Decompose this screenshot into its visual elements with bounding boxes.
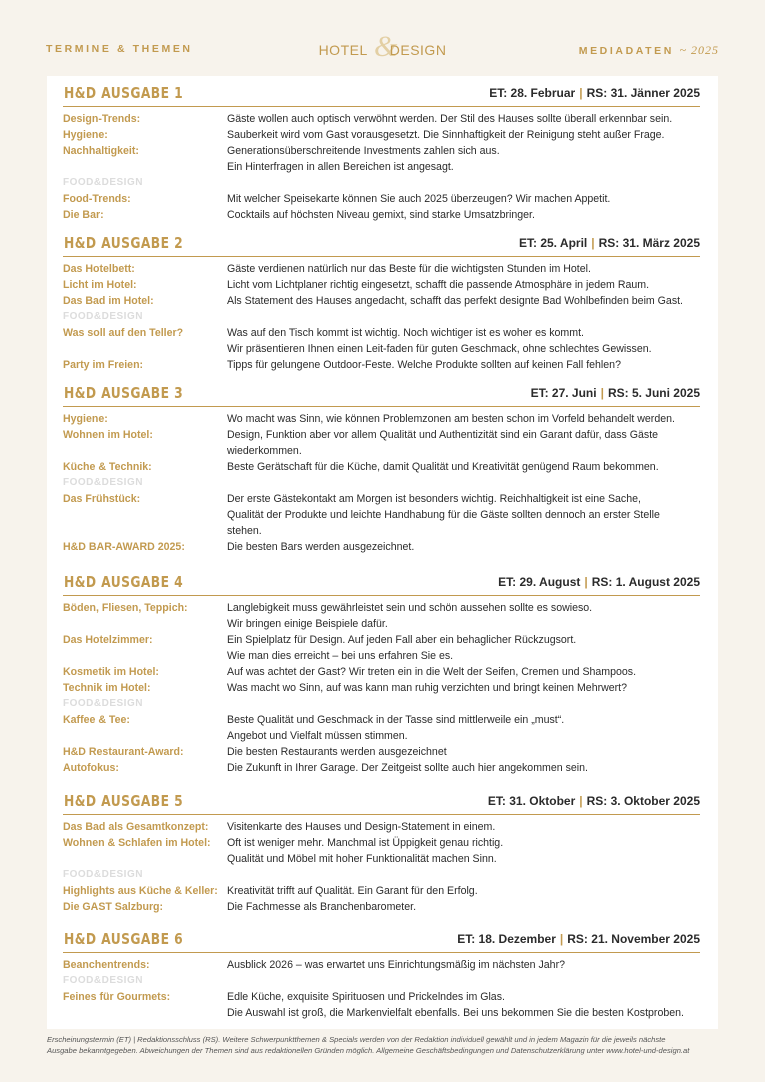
description-line: Design, Funktion aber vor allem Qualität und Authentizität sind ein Garant dafür, dass Gäste [227,429,659,441]
topic-row [63,277,700,293]
issue-dates [457,932,700,946]
topic-row [63,883,700,899]
topic-description [227,143,700,175]
topic-row [63,899,700,915]
topic-row [63,293,700,309]
issue-title: H&D AUSGABE 1 [64,84,184,102]
topic-label: Feines für Gourmets: [63,991,171,1003]
description-line: Angebot und Vielfalt müssen stimmen. [227,730,408,742]
issue-header [63,234,700,257]
erscheinungstermin: ET: 27. Juni [530,386,597,400]
topic-row [63,427,700,459]
description-line: Langlebigkeit muss gewährleistet sein und schön aussehen sollte es sowieso. [227,602,593,614]
logo-word-design: DESIGN [389,42,447,58]
mediadaten-heading [579,43,719,58]
description-line: Die besten Restaurants werden ausgezeichnet [227,746,447,758]
issue-header [63,930,700,953]
hotel-design-logo [300,30,465,66]
topic-label: Das Bad im Hotel: [63,295,154,307]
logo-word-hotel: HOTEL [318,42,368,58]
topic-description [227,632,700,664]
description-line: Die besten Bars werden ausgezeichnet. [227,541,415,553]
erscheinungstermin: ET: 29. August [498,575,581,589]
topic-label: Highlights aus Küche & Keller: [63,885,218,897]
topic-label: Das Frühstück: [63,493,141,505]
issue-dates [488,794,700,808]
description-line: Gäste wollen auch optisch verwöhnt werden. Der Stil des Hauses sollte überall erkennbar sein. [227,113,673,125]
description-line: Auf was achtet der Gast? Wir treten ein in die Welt der Seifen, Cremen und Shampoos. [227,666,637,678]
description-line: Als Statement des Hauses angedacht, schafft das perfekt designte Bad Wohlbefinden beim Gast. [227,295,684,307]
topic-row [63,127,700,143]
food-design-subheading: FOOD&DESIGN [63,869,143,880]
topic-label: H&D Restaurant-Award: [63,746,184,758]
issue-title: H&D AUSGABE 2 [64,234,184,252]
topic-label: Nachhaltigkeit: [63,145,139,157]
topic-row [63,600,700,632]
topic-row [63,411,700,427]
issue-dates [489,86,700,100]
topic-label: Wohnen & Schlafen im Hotel: [63,837,211,849]
description-line: Visitenkarte des Hauses und Design-Statement in einem. [227,821,496,833]
topic-description [227,191,700,207]
issue-title: H&D AUSGABE 4 [64,573,184,591]
issue-section [63,84,700,223]
topic-description [227,261,700,277]
topic-row [63,207,700,223]
description-line: Qualität und Möbel mit hoher Funktionalität machen Sinn. [227,853,497,865]
topic-list [63,815,700,915]
topic-description [227,277,700,293]
issue-dates [498,575,700,589]
topic-label: Wohnen im Hotel: [63,429,153,441]
topic-row [63,835,700,867]
description-line: Der erste Gästekontakt am Morgen ist besonders wichtig. Reichhaltigkeit ist eine Sache, [227,493,641,505]
erscheinungstermin: ET: 28. Februar [489,86,576,100]
issue-section [63,930,700,1021]
topic-row [63,712,700,744]
redaktionsschluss: RS: 3. Oktober 2025 [586,794,700,808]
issue-section [63,573,700,776]
description-line: wiederkommen. [227,445,302,457]
description-line: Ein Hinterfragen in allen Bereichen ist angesagt. [227,161,454,173]
date-separator: | [579,794,583,808]
issue-title: H&D AUSGABE 5 [64,792,184,810]
date-separator: | [584,575,588,589]
description-line: Cocktails auf höchsten Niveau gemixt, sind starke Umsatzbringer. [227,209,535,221]
description-line: Wir präsentieren Ihnen einen Leit-faden für guten Geschmack, ohne schlechtes Gewissen. [227,343,652,355]
topic-label: H&D BAR-AWARD 2025: [63,541,185,553]
description-line: Gäste verdienen natürlich nur das Beste für die wichtigsten Stunden im Hotel. [227,263,591,275]
issue-title: H&D AUSGABE 6 [64,930,184,948]
topic-description [227,600,700,632]
topic-label: Das Bad als Gesamtkonzept: [63,821,209,833]
logo-ampersand: & [374,30,398,63]
description-line: Was macht wo Sinn, auf was kann man ruhig verzichten und bringt keinen Mehrwert? [227,682,628,694]
description-line: Tipps für gelungene Outdoor-Feste. Welche Produkte sollten auf keinen Fall fehlen? [227,359,621,371]
topic-description [227,760,700,776]
topic-row [63,819,700,835]
redaktionsschluss: RS: 1. August 2025 [591,575,700,589]
erscheinungstermin: ET: 25. April [519,236,588,250]
mediadaten-label: MEDIADATEN [578,45,674,57]
topic-label: Licht im Hotel: [63,279,137,291]
description-line: Qualität der Produkte und leichte Handhabung für die Gäste sollten dennoch an erster Stelle [227,509,660,521]
footer-note [47,1034,718,1056]
date-separator: | [579,86,583,100]
topic-description [227,357,700,373]
date-separator: | [600,386,604,400]
topic-description [227,680,700,696]
description-line: Die Fachmesse als Branchenbarometer. [227,901,417,913]
description-line: Generationsüberschreitende Investments zahlen sich aus. [227,145,500,157]
topic-label: Technik im Hotel: [63,682,151,694]
topic-label: Hygiene: [63,413,108,425]
food-design-subheading: FOOD&DESIGN [63,477,143,488]
issue-header [63,573,700,596]
topic-label: Die Bar: [63,209,104,221]
topic-row [63,459,700,475]
topic-description [227,957,700,973]
topic-row [63,143,700,175]
description-line: Beste Gerätschaft für die Küche, damit Qualität und Kreativität genügend Raum bekommen. [227,461,659,473]
topic-label: Das Hotelzimmer: [63,634,153,646]
description-line: Beste Qualität und Geschmack in der Tasse sind mittlerweile ein „must“. [227,714,565,726]
topic-description [227,819,700,835]
description-line: Mit welcher Speisekarte können Sie auch 2025 überzeugen? Wir machen Appetit. [227,193,611,205]
topic-description [227,899,700,915]
description-line: Wo macht was Sinn, wie können Problemzonen am besten schon im Vorfeld behandelt werden. [227,413,675,425]
topic-description [227,989,700,1021]
topic-row [63,357,700,373]
topic-list [63,107,700,223]
topic-label: Beanchentrends: [63,959,150,971]
description-line: Kreativität trifft auf Qualität. Ein Garant für den Erfolg. [227,885,478,897]
topic-list [63,596,700,776]
topic-list [63,257,700,373]
description-line: Die Auswahl ist groß, die Markenvielfalt ebenfalls. Bei uns bekommen Sie die besten Kostproben. [227,1007,684,1019]
topic-row [63,632,700,664]
description-line: Oft ist weniger mehr. Manchmal ist Üppigkeit genau richtig. [227,837,504,849]
topic-label: Was soll auf den Teller? [63,327,184,339]
topic-label: Autofokus: [63,762,119,774]
topic-description [227,325,700,357]
topic-row [63,261,700,277]
topic-row [63,191,700,207]
topic-description [227,712,700,744]
description-line: Ein Spielplatz für Design. Auf jeden Fall aber ein behaglicher Rückzugsort. [227,634,577,646]
topic-row [63,989,700,1021]
topic-description [227,427,700,459]
redaktionsschluss: RS: 31. März 2025 [598,236,700,250]
date-separator: | [559,932,564,946]
issue-dates [531,386,700,400]
topic-label: Küche & Technik: [63,461,152,473]
topic-row [63,744,700,760]
topic-description [227,411,700,427]
topic-row [63,491,700,539]
topic-label: Kosmetik im Hotel: [63,666,159,678]
description-line: Was auf den Tisch kommt ist wichtig. Noch wichtiger ist es woher es kommt. [227,327,584,339]
food-design-subheading: FOOD&DESIGN [63,177,143,188]
topic-label: Kaffee & Tee: [63,714,130,726]
topic-list [63,407,700,555]
section-heading: TERMINE & THEMEN [46,43,193,55]
topic-label: Food-Trends: [63,193,131,205]
topic-description [227,835,700,867]
topic-description [227,293,700,309]
issue-header [63,792,700,815]
description-line: Edle Küche, exquisite Spirituosen und Prickelndes im Glas. [227,991,505,1003]
topic-description [227,459,700,475]
topic-description [227,207,700,223]
description-line: Ausblick 2026 – was erwartet uns Einrichtungsmäßig im nächsten Jahr? [227,959,565,971]
date-separator: | [591,236,595,250]
food-design-subheading: FOOD&DESIGN [63,975,143,986]
topic-label: Das Hotelbett: [63,263,135,275]
redaktionsschluss: RS: 5. Juni 2025 [607,386,700,400]
topic-label: Party im Freien: [63,359,144,371]
issue-dates [519,236,700,250]
topic-label: Böden, Fliesen, Teppich: [63,602,188,614]
redaktionsschluss: RS: 31. Jänner 2025 [586,86,700,100]
description-line: Sauberkeit wird vom Gast vorausgesetzt. Die Sinnhaftigkeit der Reinigung steht außer Frage. [227,129,665,141]
erscheinungstermin: ET: 31. Oktober [487,794,576,808]
redaktionsschluss: RS: 21. November 2025 [567,932,700,946]
issue-section [63,384,700,555]
topic-label: Design-Trends: [63,113,141,125]
topic-row [63,957,700,973]
topic-row [63,539,700,555]
food-design-subheading: FOOD&DESIGN [63,698,143,709]
issue-header [63,84,700,107]
description-line: Wir bringen einige Beispiele dafür. [227,618,388,630]
description-line: stehen. [227,525,262,537]
topic-description [227,539,700,555]
topic-label: Die GAST Salzburg: [63,901,164,913]
topic-description [227,664,700,680]
issue-section [63,792,700,915]
topic-description [227,127,700,143]
footer-line: Ausgabe bekanntgegeben. Abweichungen der Themen sind aus redaktionellen Gründen möglich. Allgemeine Geschäftsbedingungen und Datenschutzerklärung unter www.hotel-und-design.at [47,1046,690,1055]
topic-label: Hygiene: [63,129,108,141]
footer-line: Erscheinungstermin (ET) | Redaktionsschluss (RS). Weitere Schwerpunktthemen & Specials werden von der Redaktion individuell gewählt und in jedem Magazin für die jeweils nächste [47,1035,666,1044]
topic-row [63,325,700,357]
topic-description [227,883,700,899]
erscheinungstermin: ET: 18. Dezember [457,932,556,946]
topic-row [63,111,700,127]
issue-header [63,384,700,407]
issue-title: H&D AUSGABE 3 [64,384,184,402]
logo-wordmark [300,42,465,58]
topic-description [227,111,700,127]
topic-row [63,680,700,696]
topic-list [63,953,700,1021]
topic-description [227,744,700,760]
topic-description [227,491,700,539]
topic-row [63,760,700,776]
mediadaten-year: ~ 2025 [679,43,719,57]
issue-section [63,234,700,373]
description-line: Die Zukunft in Ihrer Garage. Der Zeitgeist sollte auch hier angekommen sein. [227,762,588,774]
topic-row [63,664,700,680]
description-line: Licht vom Lichtplaner richtig eingesetzt, schafft die passende Atmosphäre in jedem Raum. [227,279,650,291]
description-line: Wie man dies erreicht – bei uns erfahren Sie es. [227,650,454,662]
food-design-subheading: FOOD&DESIGN [63,311,143,322]
